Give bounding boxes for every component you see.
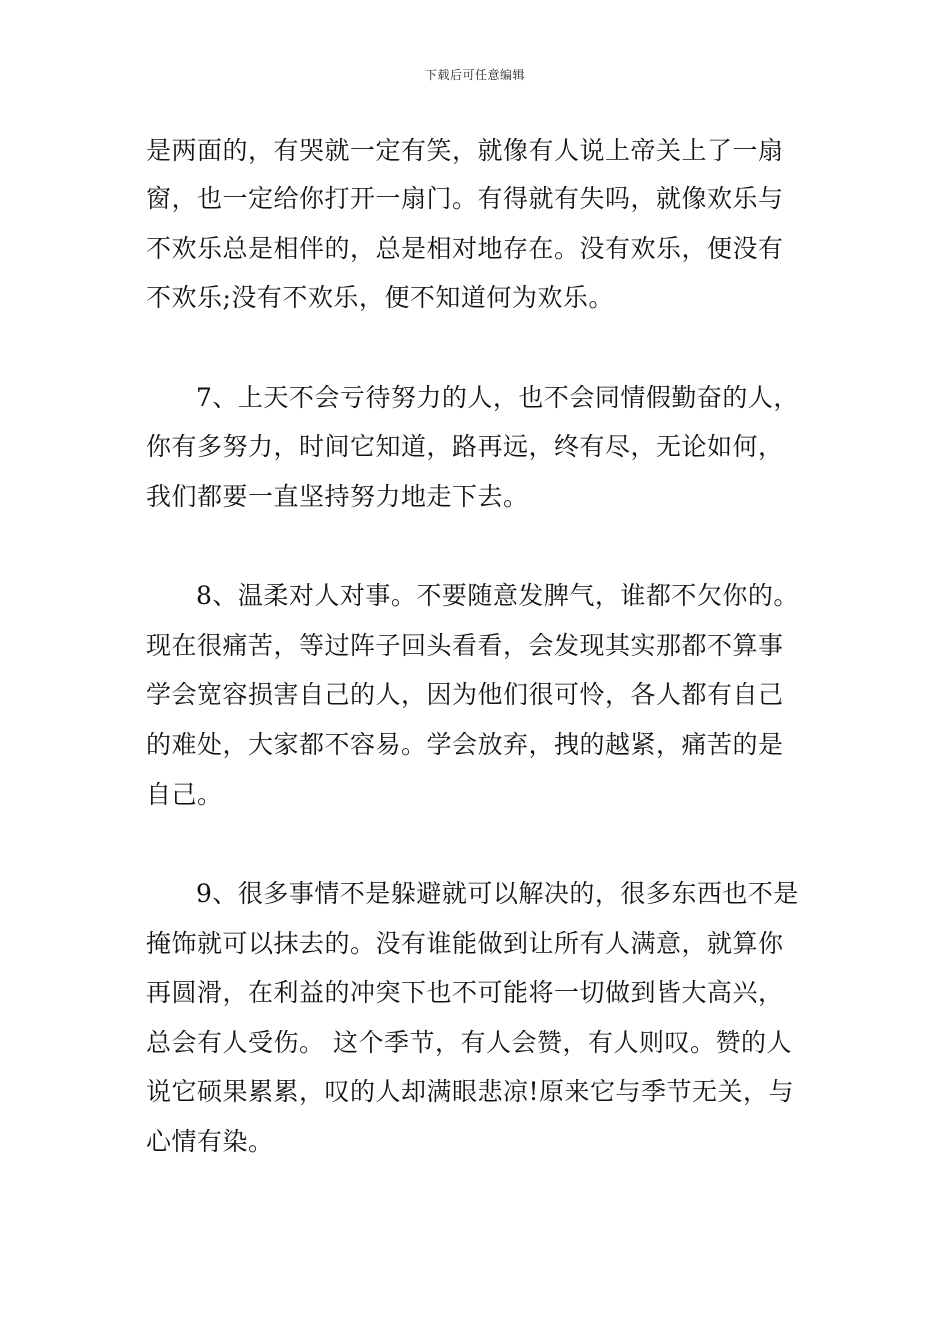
text-line: 心情有染。 <box>146 1127 274 1156</box>
text-line: 说它硕果累累，叹的人却满眼悲凉!原来它与季节无关，与 <box>146 1077 795 1106</box>
paragraph-7-first-line: 7、上天不会亏待努力的人，也不会同情假勤奋的人， <box>196 383 799 412</box>
text-line: 是两面的，有哭就一定有笑，就像有人说上帝关上了一扇 <box>146 136 784 165</box>
text-line: 你有多努力，时间它知道，路再远，终有尽，无论如何， <box>146 432 784 461</box>
paragraph-9-first-line: 9、很多事情不是躲避就可以解决的，很多东西也不是 <box>196 879 799 908</box>
text-line: 窗，也一定给你打开一扇门。有得就有失吗，就像欢乐与 <box>146 184 784 213</box>
text-line: 学会宽容损害自己的人，因为他们很可怜，各人都有自己 <box>146 680 784 709</box>
text-line: 总会有人受伤。 这个季节，有人会赞，有人则叹。赞的人 <box>146 1028 792 1057</box>
text-line: 现在很痛苦，等过阵子回头看看，会发现其实那都不算事 <box>146 631 784 660</box>
text-line: 再圆滑，在利益的冲突下也不可能将一切做到皆大高兴， <box>146 978 784 1007</box>
text-line: 的难处，大家都不容易。学会放弃，拽的越紧，痛苦的是 <box>146 730 784 759</box>
text-line: 自己。 <box>146 780 223 809</box>
text-line: 不欢乐总是相伴的，总是相对地存在。没有欢乐，便没有 <box>146 234 784 263</box>
text-line: 不欢乐;没有不欢乐，便不知道何为欢乐。 <box>146 283 614 312</box>
page-header: 下载后可任意编辑 <box>424 68 525 82</box>
paragraph-8-first-line: 8、温柔对人对事。不要随意发脾气，谁都不欠你的。 <box>196 581 799 610</box>
text-line: 掩饰就可以抹去的。没有谁能做到让所有人满意，就算你 <box>146 929 784 958</box>
text-line: 我们都要一直坚持努力地走下去。 <box>146 482 529 511</box>
